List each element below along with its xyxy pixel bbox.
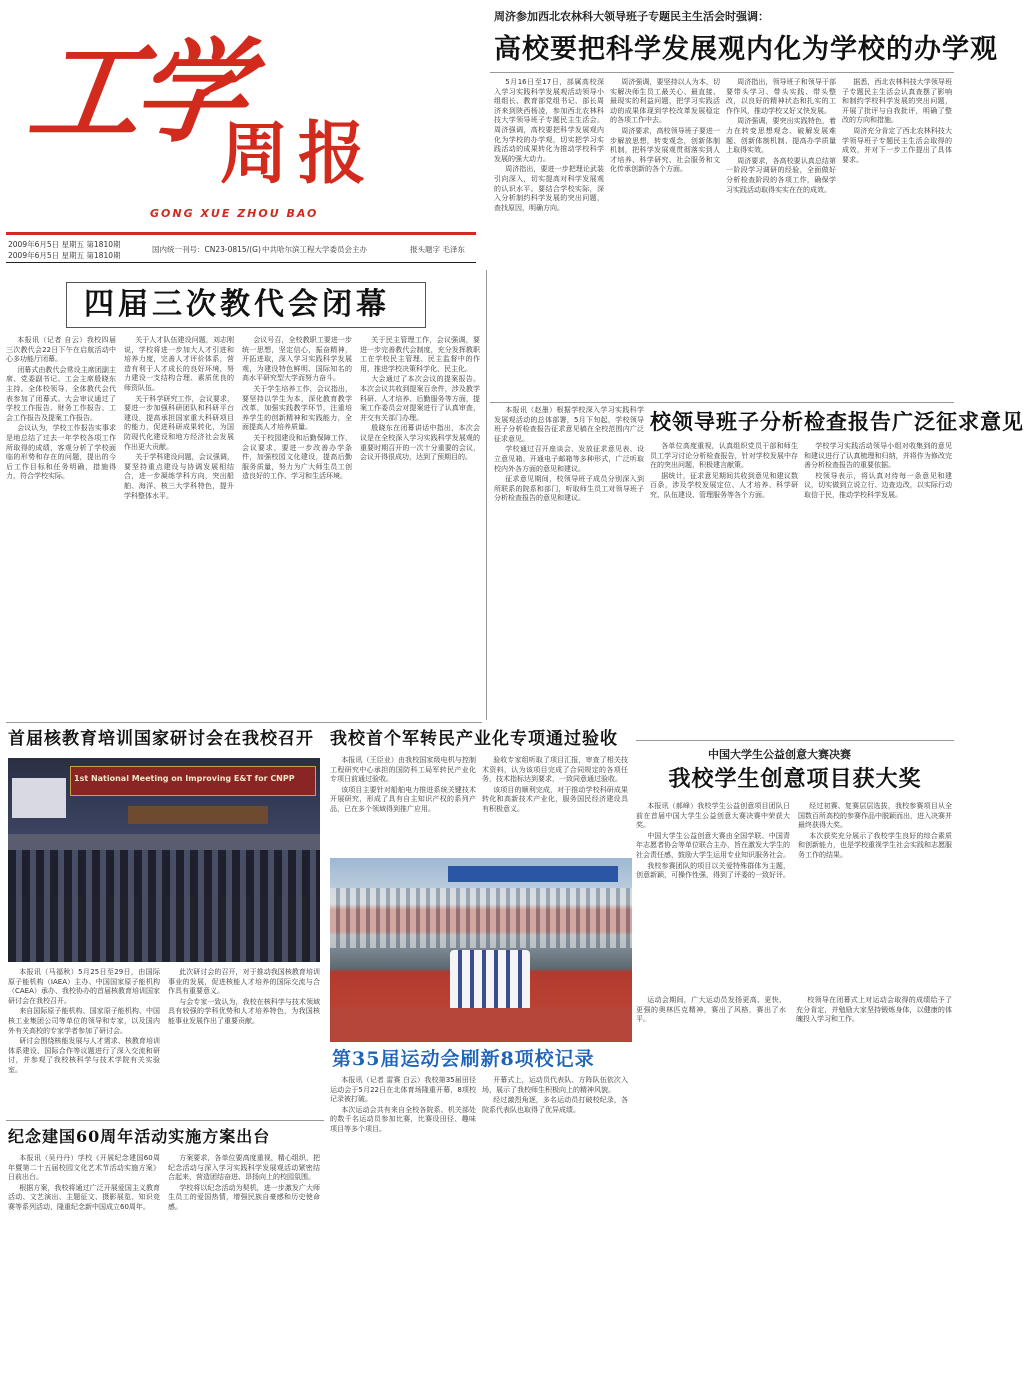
- charity-article: [636, 740, 954, 990]
- inspection-para: 征求意见期间，校领导班子成员分别深入到所联系的院系和部门，听取师生员工对领导班子分析检查报告的意见和建议。: [494, 475, 644, 503]
- congress-para: 关于学科建设问题，会议强调，要坚持重点建设与协调发展相结合，进一步凝练学科方向，突出船舶、海洋、核三大学科特色，提升学科整体水平。: [124, 453, 234, 500]
- nuclear-para: 与会专家一致认为，我校在核科学与技术领域具有较强的学科优势和人才培养特色，为我国核能事业发展作出了重要贡献。: [168, 997, 320, 1025]
- congress-para: 关于学生培养工作，会议指出，要坚持以学生为本，深化教育教学改革，加强实践教学环节，注重培养学生的创新精神和实践能力，全面提高人才培养质量。: [242, 384, 352, 432]
- sports-col-4: [796, 996, 952, 1366]
- sports-para: 本报讯（记者 雷赛 白云）我校第35届田径运动会于5月22日在北体育场隆重开幕，8项校记录被打破。: [330, 1076, 476, 1104]
- photo-audience: [8, 850, 320, 962]
- charity-kicker: 中国大学生公益创意大赛决赛: [708, 748, 851, 761]
- congress-para: 殷晓东在闭幕讲话中指出，本次会议是在全校深入学习实践科学发展观的重要时期召开的一次十分重要的会议，会议开得很成功，达到了预期目的。: [360, 424, 480, 462]
- inspection-article: [490, 402, 1024, 738]
- congress-para: 闭幕式由教代会常设主席团副主席、党委副书记、工会主席殷晓东主持。全体校领导、全体教代会代表参加了闭幕式。大会审议通过了学校工作报告、财务工作报告、工会工作报告及提案工作报告。: [6, 365, 116, 422]
- military-para: 该项目主要针对船舶电力推进系统关键技术开展研究，形成了具有自主知识产权的系列产品，已在多个领域得到推广应用。: [330, 785, 476, 813]
- sports-stands: [330, 888, 632, 948]
- lead-para: 周济要求，高校领导班子要进一步解放思想，转变观念，创新体制机制，把科学发展观贯彻落实到人才培养、科学研究、社会服务和文化传承创新的各个方面。: [610, 126, 720, 174]
- military-para: 验收专家组听取了项目汇报，审查了相关技术资料，认为该项目完成了合同规定的各项任务，技术指标达到要求，一致同意通过验收。: [482, 756, 628, 784]
- congress-col-1: [6, 336, 116, 716]
- masthead-title: 周报: [220, 114, 377, 194]
- lead-col-1: [494, 78, 604, 394]
- charity-para: 经过初赛、复赛层层选拔，我校参赛项目从全国数百所高校的参赛作品中脱颖而出，进入决赛并最终获得大奖。: [798, 802, 952, 830]
- masthead-date-2: 2009年6月5日 星期五 第1810期: [8, 251, 121, 260]
- charity-rule: [636, 740, 954, 741]
- sports-para: 运动会期间，广大运动员发扬更高、更快、更强的奥林匹克精神，赛出了风格，赛出了水平。: [636, 996, 786, 1024]
- anniversary-para: 根据方案，我校将通过广泛开展爱国主义教育活动、文艺演出、主题征文、摄影展览、知识竞赛等系列活动，隆重纪念新中国成立60周年。: [8, 1183, 160, 1211]
- inspection-para: 本报讯（赵墨）根据学校深入学习实践科学发展观活动的总体部署，5月下旬起，学校领导班子分析检查报告征求意见稿在全校范围内广泛征求意见。: [494, 406, 644, 443]
- lead-kicker: 周济参加西北农林科大领导班子专题民主生活会时强调：: [494, 10, 769, 23]
- lead-para: 周济强调，要坚持以人为本，切实解决师生员工最关心、最直接、最现实的利益问题，把学习实践活动的成果体现到学校改革发展稳定的各项工作中去。: [610, 78, 720, 125]
- congress-col-2: [124, 336, 234, 716]
- inspection-para: 据统计，征求意见期间共收到意见和建议数百条，涉及学校发展定位、人才培养、科学研究、队伍建设、管理服务等各个方面。: [650, 471, 798, 499]
- sports-track: [330, 1008, 632, 1042]
- sports-para: 开幕式上，运动员代表队、方阵队伍依次入场，展示了我校师生积极向上的精神风貌。: [482, 1076, 628, 1094]
- anniversary-headline: 纪念建国60周年活动实施方案出台: [8, 1127, 271, 1146]
- anniversary-rule: [6, 1120, 324, 1121]
- inspection-col-2: [650, 442, 798, 736]
- charity-col-1: [636, 802, 790, 988]
- lead-para: 周济充分肯定了西北农林科技大学领导班子专题民主生活会取得的成效，并对下一步工作提出了具体要求。: [842, 126, 952, 164]
- charity-para: 本次获奖充分展示了我校学生良好的综合素质和创新能力，也是学校重视学生社会实践和志愿服务工作的结果。: [798, 831, 952, 859]
- congress-para: 大会通过了本次会议的提案报告。本次会议共收到提案百余件，涉及教学科研、人才培养、后勤服务等方面，提案工作委员会对提案进行了认真审查，并交有关部门办理。: [360, 375, 480, 422]
- congress-para: 关于科学研究工作，会议要求，要进一步加强科研团队和科研平台建设，提高承担国家重大科研项目的能力，促进科研成果转化，为国防现代化建设和地方经济社会发展作出更大贡献。: [124, 394, 234, 451]
- sports-headline: 第35届运动会刷新8项校记录: [332, 1048, 595, 1070]
- inspection-col-1: [494, 406, 644, 736]
- anniversary-article: [6, 1120, 324, 1368]
- masthead-editor: 报头题字 毛泽东: [410, 245, 465, 254]
- lead-article: [490, 4, 998, 400]
- anniversary-para: 本报讯（吴丹丹）学校《开展纪念建国60周年暨第二十五届校园文化艺术节活动实施方案》日前出台。: [8, 1154, 160, 1182]
- congress-col-4: [360, 336, 480, 716]
- charity-col-2: [798, 802, 952, 988]
- nuclear-col-2: [168, 968, 320, 1114]
- sports-para: 经过激烈角逐，多名运动员打破校纪录，各院系代表队也取得了优异成绩。: [482, 1096, 628, 1114]
- anniversary-col-1: [8, 1154, 160, 1366]
- photo-screen: [12, 778, 66, 818]
- masthead-publisher: 中共哈尔滨工程大学委员会主办: [262, 245, 367, 254]
- nuclear-headline: 首届核教育培训国家研讨会在我校召开: [8, 729, 314, 749]
- lead-col-4: [842, 78, 952, 394]
- congress-para: 关于校园建设和后勤保障工作，会议要求，要进一步改善办学条件，加强校园文化建设，提高后勤服务质量，努力为广大师生员工创造良好的工作、学习和生活环境。: [242, 433, 352, 481]
- lead-para: 5月16日至17日，部属高校深入学习实践科学发展观活动领导小组组长、教育部党组书记、部长周济来到陕西杨凌，参加西北农林科技大学领导班子专题民主生活会。周济强调，高校要把科学发展观内化为学校的办学观，切实把学习实践活动的成果转化为推动学校科学发展的强大动力。: [494, 78, 604, 163]
- congress-article: [6, 278, 482, 720]
- anniversary-para: 学校将以纪念活动为契机，进一步激发广大师生员工的爱国热情，增强民族自豪感和历史使命感。: [168, 1183, 320, 1211]
- congress-para: 本报讯（记者 自云）我校四届三次教代会22日下午在启航活动中心多功能厅闭幕。: [6, 336, 116, 364]
- lead-col-2: [610, 78, 720, 394]
- congress-para: 关于民主管理工作，会议强调，要进一步完善教代会制度，充分发挥教职工在学校民主管理、民主监督中的作用，推进学校决策科学化、民主化。: [360, 336, 480, 373]
- sports-para: 校领导在闭幕式上对运动会取得的成绩给予了充分肯定，并勉励大家坚持锻炼身体，以健康的体魄投入学习和工作。: [796, 996, 952, 1024]
- lead-col-3: [726, 78, 836, 394]
- photo-floor: [8, 834, 320, 850]
- anniversary-para: 方案要求，各单位要高度重视，精心组织，把纪念活动与深入学习实践科学发展观活动紧密结合起来，营造团结奋进、昂扬向上的校园氛围。: [168, 1154, 320, 1182]
- nuclear-top-rule: [6, 722, 482, 723]
- congress-headline: 四届三次教代会闭幕: [84, 287, 390, 322]
- congress-para: 会议认为，学校工作报告实事求是地总结了过去一年学校各项工作所取得的成绩，客观分析了学校面临的形势和存在的问题，提出的今后工作目标和任务明确，措施得力，符合学校实际。: [6, 424, 116, 481]
- charity-headline: 我校学生创意项目获大奖: [668, 766, 922, 792]
- inspection-para: 学校通过召开座谈会、发放征求意见表、设立意见箱、开通电子邮箱等多种形式，广泛听取校内外各方面的意见和建议。: [494, 445, 644, 473]
- nuclear-col-1: [8, 968, 160, 1114]
- inspection-para: 学校学习实践活动领导小组对收集到的意见和建议进行了认真梳理和归纳，并将作为修改完善分析检查报告的重要依据。: [804, 442, 952, 470]
- congress-para: 会议号召，全校教职工要进一步统一思想，坚定信心，振奋精神，开拓进取，深入学习实践科学发展观，为建设特色鲜明、国际知名的高水平研究型大学而努力奋斗。: [242, 336, 352, 383]
- masthead-rule: [6, 232, 476, 235]
- military-headline: 我校首个军转民产业化专项通过验收: [330, 729, 618, 749]
- nuclear-photo: [8, 758, 320, 962]
- nuclear-para: 研讨会围绕核能发展与人才需求、核教育培训体系建设、国际合作等议题进行了深入交流和研讨，并参观了我校核科学与技术学院有关实验室。: [8, 1037, 160, 1074]
- nuclear-para: 来自国际原子能机构、国家原子能机构、中国核工业集团公司等单位的领导和专家，以及国内外有关高校的专家学者参加了研讨会。: [8, 1007, 160, 1035]
- nuclear-para: 本报讯（马福秋）5月25日至29日，由国际原子能机构（IAEA）主办、中国国家原子能机构（CAEA）承办、我校协办的首届核教育培训国家研讨会在我校召开。: [8, 968, 160, 1005]
- anniversary-col-2: [168, 1154, 320, 1366]
- charity-para: 中国大学生公益创意大赛由全国学联、中国青年志愿者协会等单位联合主办，旨在激发大学生的社会责任感，鼓励大学生运用专业知识服务社会。: [636, 831, 790, 859]
- masthead-bottom-rule: [6, 262, 476, 263]
- sports-col-1: [330, 1076, 476, 1366]
- charity-para: 本报讯（郝峰）我校学生公益创意项目团队日前在首届中国大学生公益创意大赛决赛中荣获大奖。: [636, 802, 790, 830]
- military-col-1: [330, 756, 476, 854]
- center-divider: [486, 270, 487, 720]
- congress-para: 关于人才队伍建设问题，刘志刚说，学校将进一步加大人才引进和培养力度，完善人才评价体系，营造有利于人才成长的良好环境，努力建设一支结构合理、素质优良的师资队伍。: [124, 336, 234, 392]
- lead-para: 周济指出，要进一步把理论武装引向深入，切实提高对科学发展观的认识水平。要结合学校实际，深入分析制约科学发展的突出问题，查找原因，明确方向。: [494, 165, 604, 212]
- inspection-rule: [490, 402, 954, 403]
- congress-col-3: [242, 336, 352, 716]
- sports-photo: [330, 858, 632, 1042]
- nuclear-para: 此次研讨会的召开，对于推动我国核教育培训事业的发展，促进核能人才培养的国际交流与合作具有重要意义。: [168, 968, 320, 996]
- lead-para: 周济强调，要突出实践特色，着力在转变思想观念、破解发展难题、创新体制机制、提高办学质量上取得实效。: [726, 117, 836, 155]
- lead-rule: [490, 72, 954, 73]
- masthead-date-1: 2009年6月5日 星期五 第1810期: [8, 240, 121, 249]
- lead-headline: 高校要把科学发展观内化为学校的办学观: [494, 34, 998, 65]
- nuclear-article: [6, 726, 324, 1116]
- inspection-para: 校领导表示，将认真对待每一条意见和建议，切实做到立说立行、边查边改，以实际行动取信于民，推动学校科学发展。: [804, 471, 952, 499]
- lead-para: 周济要求，各高校要认真总结第一阶段学习调研的经验，全面做好分析检查阶段的各项工作，确保学习实践活动取得实实在在的成效。: [726, 156, 836, 194]
- charity-para: 我校参赛团队的项目以关爱特殊群体为主题，创意新颖，可操作性强，得到了评委的一致好评。: [636, 861, 790, 880]
- lead-para: 据悉，西北农林科技大学领导班子专题民主生活会认真查摆了影响和制约学校科学发展的突出问题，开展了批评与自我批评，明确了整改的方向和措施。: [842, 78, 952, 125]
- military-article: [330, 726, 630, 854]
- inspection-para: 各单位高度重视，认真组织党员干部和师生员工学习讨论分析检查报告，针对学校发展中存在的突出问题，积极建言献策。: [650, 442, 798, 470]
- sports-para: 本次运动会共有来自全校各院系、机关部处的数千名运动员参加比赛，比赛设田径、趣味项目等多个项目。: [330, 1105, 476, 1133]
- sports-banner: [448, 866, 618, 882]
- sports-col-3: [636, 996, 786, 1366]
- lead-para: 周济指出，领导班子和领导干部要带头学习、带头实践、带头整改，以良好的精神状态和扎实的工作作风，推动学校又好又快发展。: [726, 78, 836, 115]
- masthead-logo: 工学: [21, 27, 248, 158]
- inspection-col-3: [804, 442, 952, 736]
- photo-podium: [128, 806, 268, 824]
- masthead-issn: 国内统一刊号：CN23-0815/(G): [152, 245, 261, 254]
- sports-col-2: [482, 1076, 628, 1366]
- photo-banner-text: 1st National Meeting on Improving E&T for CNPP: [74, 774, 295, 783]
- military-para: 该项目的顺利完成，对于推动学校科研成果转化和高新技术产业化，服务国民经济建设具有积极意义。: [482, 785, 628, 813]
- military-para: 本报讯（王臣业）由我校国家级电机与控制工程研究中心承担的国防科工局军转民产业化专项日前通过验收。: [330, 756, 476, 784]
- masthead-pinyin: GONG XUE ZHOU BAO: [150, 207, 319, 220]
- military-col-2: [482, 756, 628, 854]
- masthead: [0, 0, 482, 276]
- inspection-headline: 校领导班子分析检查报告广泛征求意见: [650, 409, 1024, 434]
